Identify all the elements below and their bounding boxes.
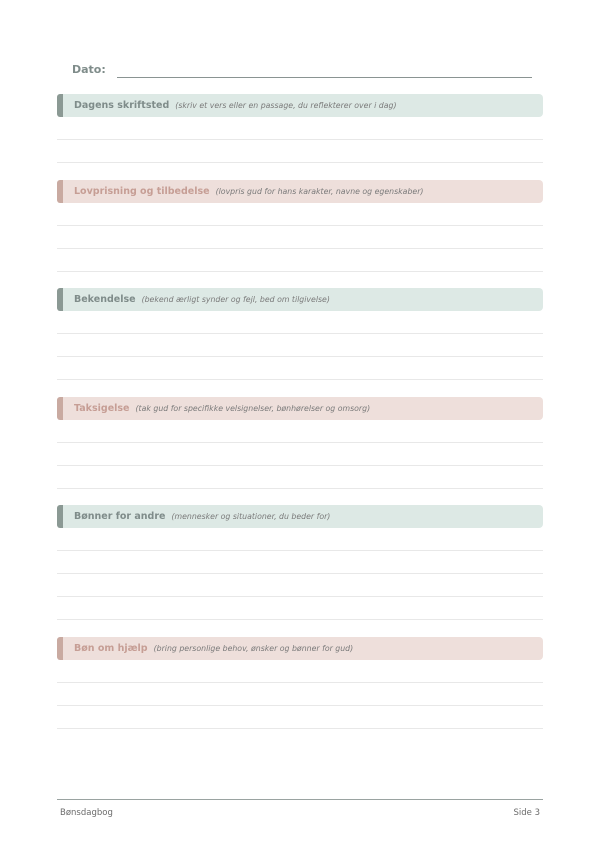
- writing-line[interactable]: [57, 683, 543, 706]
- section-header: [57, 180, 543, 203]
- section-title: Lovprisning og tilbedelse: [74, 186, 210, 197]
- page-footer: [57, 799, 543, 818]
- section-note: (bekend ærligt synder og fejl, bed om tilgivelse): [141, 295, 330, 304]
- section-header: [57, 505, 543, 528]
- section-header: [57, 288, 543, 311]
- section-praise: [57, 180, 543, 272]
- section-title: Bekendelse: [74, 294, 136, 305]
- writing-line[interactable]: [57, 117, 543, 140]
- section-note: (skriv et vers eller en passage, du reflekterer over i dag): [175, 101, 397, 110]
- date-label: Dato:: [72, 63, 106, 76]
- footer-journal-title: Bønsdagbog: [60, 808, 113, 818]
- section-note: (bring personlige behov, ønsker og bønner for gud): [153, 644, 354, 653]
- writing-line[interactable]: [57, 706, 543, 729]
- writing-line[interactable]: [57, 528, 543, 551]
- writing-line[interactable]: [57, 334, 543, 357]
- section-note: (lovpris gud for hans karakter, navne og egenskaber): [215, 187, 424, 196]
- section-note: (mennesker og situationer, du beder for): [171, 512, 331, 521]
- section-header: [57, 637, 543, 660]
- section-header: [57, 397, 543, 420]
- writing-line[interactable]: [57, 311, 543, 334]
- writing-line[interactable]: [57, 420, 543, 443]
- writing-line[interactable]: [57, 140, 543, 163]
- section-confession: [57, 288, 543, 380]
- writing-line[interactable]: [57, 203, 543, 226]
- section-scripture: [57, 94, 543, 163]
- section-note: (tak gud for specifikke velsignelser, bønhørelser og omsorg): [135, 404, 371, 413]
- section-thanksgiving: [57, 397, 543, 489]
- writing-line[interactable]: [57, 551, 543, 574]
- section-petition: [57, 637, 543, 729]
- section-intercession: [57, 505, 543, 620]
- section-title: Taksigelse: [74, 403, 130, 414]
- writing-line[interactable]: [57, 249, 543, 272]
- date-row: [72, 62, 532, 80]
- section-title: Dagens skriftsted: [74, 100, 170, 111]
- footer-page-number: Side 3: [513, 808, 540, 818]
- section-title: Bøn om hjælp: [74, 643, 148, 654]
- writing-line[interactable]: [57, 357, 543, 380]
- writing-line[interactable]: [57, 660, 543, 683]
- writing-line[interactable]: [57, 443, 543, 466]
- writing-line[interactable]: [57, 597, 543, 620]
- writing-line[interactable]: [57, 226, 543, 249]
- section-title: Bønner for andre: [74, 511, 166, 522]
- section-header: [57, 94, 543, 117]
- date-write-line[interactable]: [117, 77, 532, 78]
- writing-line[interactable]: [57, 574, 543, 597]
- writing-line[interactable]: [57, 466, 543, 489]
